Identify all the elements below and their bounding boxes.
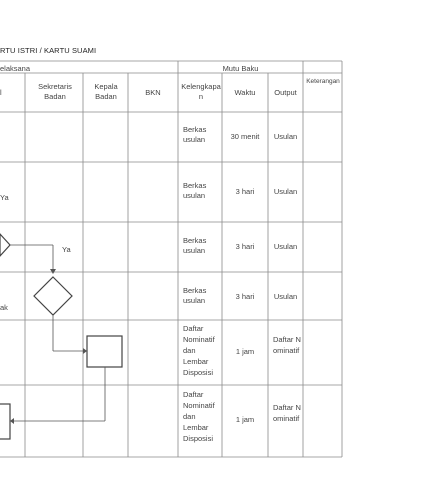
row-1-kelengkapan: Berkas usulan — [183, 125, 207, 144]
row-2-output: Usulan — [273, 187, 298, 196]
decision-shape-1 — [0, 234, 10, 256]
row-5-waktu: 1 jam — [235, 347, 255, 356]
process-shape-left — [0, 404, 10, 439]
row-6-output: Daftar Nominatif — [273, 403, 301, 423]
decision-shape-2 — [34, 277, 72, 315]
column-header-first: l — [0, 88, 2, 97]
row-4-waktu: 3 hari — [235, 292, 255, 301]
process-shape-kepala — [87, 336, 122, 367]
row-4-kelengkapan: Berkas usulan — [183, 286, 207, 305]
flow-label-tidak: ak — [0, 303, 8, 312]
document-title: RTU ISTRI / KARTU SUAMI — [0, 46, 97, 55]
column-header-kepala: Kepala Badan — [94, 82, 118, 101]
row-3-kelengkapan: Berkas usulan — [183, 236, 207, 255]
row-5-kelengkapan: Daftar Nominatif dan Lembar Disposisi — [183, 324, 215, 377]
row-1-output: Usulan — [273, 132, 298, 141]
row-2-kelengkapan: Berkas usulan — [183, 181, 207, 200]
column-header-sekretaris: Sekretaris Badan — [38, 82, 72, 101]
row-6-kelengkapan: Daftar Nominatif dan Lembar Disposisi — [183, 390, 215, 443]
column-header-bkn: BKN — [145, 88, 161, 97]
row-6-waktu: 1 jam — [235, 415, 255, 424]
column-header-keterangan: Keterangan — [306, 78, 340, 85]
flow-label-ya-2: Ya — [62, 245, 71, 254]
column-header-kelengkapan: Kelengkapan — [181, 82, 221, 101]
row-5-output: Daftar Nominatif — [273, 335, 301, 355]
group-header-pelaksana: elaksana — [0, 64, 31, 73]
group-header-mutu-baku: Mutu Baku — [222, 64, 259, 73]
row-2-waktu: 3 hari — [235, 187, 255, 196]
column-header-waktu: Waktu — [234, 88, 256, 97]
column-header-output: Output — [274, 88, 297, 97]
row-4-output: Usulan — [273, 292, 298, 301]
row-3-waktu: 3 hari — [235, 242, 255, 251]
row-1-waktu: 30 menit — [230, 132, 260, 141]
flow-label-ya-1: Ya — [0, 193, 9, 202]
row-3-output: Usulan — [273, 242, 298, 251]
